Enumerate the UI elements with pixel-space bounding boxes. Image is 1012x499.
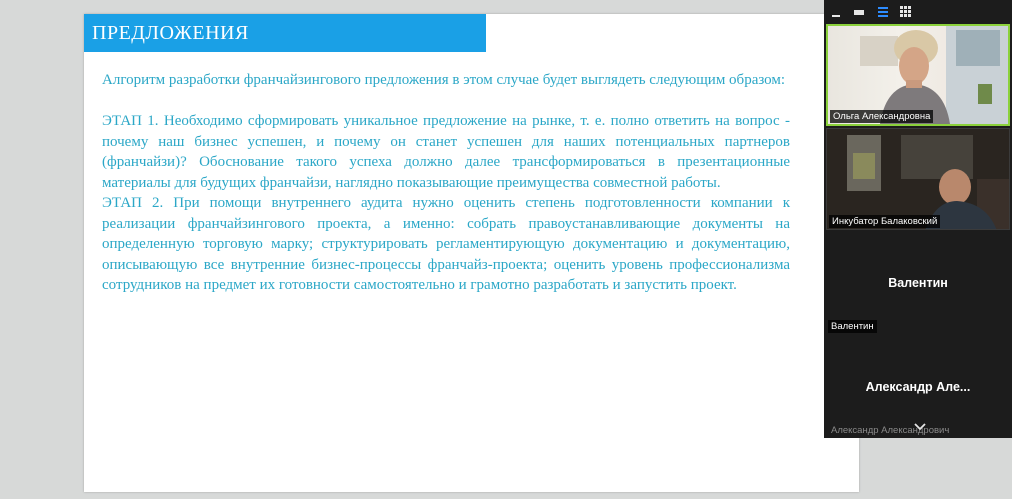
chevron-down-icon[interactable]	[914, 422, 926, 432]
participant-tile-olga[interactable]	[826, 24, 1010, 126]
slide-paragraph-stage-2: ЭТАП 2. При помощи внутреннего аудита нужно оценить степень подготовленности компании к реализации франчайзингового проекта, а именно: собрать правоустанавливающие документы на определенную торговую марку; структурировать регламентирующую документацию и документацию, описывающую все внутренние бизнес-процессы франчайз-проекта; оценить уровень профессионализма сотрудников на предмет их готовности самостоятельно и грамотно разработать и запустить проект.	[102, 195, 790, 293]
speaker-view-icon[interactable]	[876, 5, 890, 19]
participant-tile-alexander[interactable]	[826, 336, 1010, 438]
participants-panel	[824, 0, 1012, 438]
minimize-icon[interactable]	[829, 5, 843, 19]
participant-center-label-valentin: Валентин	[888, 276, 948, 290]
single-view-icon[interactable]	[852, 5, 866, 19]
gallery-view-icon[interactable]	[899, 5, 913, 19]
slide-title-bar	[84, 14, 486, 52]
slide-body	[102, 70, 790, 296]
participant-tile-incubator[interactable]	[826, 128, 1010, 230]
participant-tile-valentin[interactable]	[826, 232, 1010, 334]
slide-title: ПРЕДЛОЖЕНИЯ	[92, 22, 249, 44]
video-panel-toolbar	[824, 0, 1012, 24]
participant-name-alexander: Александр Александрович	[831, 425, 950, 436]
participant-name-olga: Ольга Александровна	[830, 110, 933, 123]
shared-screen-slide	[84, 14, 859, 492]
participant-name-valentin: Валентин	[828, 320, 877, 333]
slide-paragraph-intro: Алгоритм разработки франчайзингового предложения в этом случае будет выглядеть следующим образом:	[102, 72, 786, 88]
slide-paragraph-stage-1: ЭТАП 1. Необходимо сформировать уникальное предложение на рынке, т. е. полно ответить на вопрос - почему наш бизнес успешен, и почему он станет успешен для наших потенциальных партнеров (франчайзи)? Обоснование такого успеха должно далее трансформироваться в презентационные материалы для будущих франчайзи, наглядно показывающие преимущества совместной работы.	[102, 113, 790, 191]
participant-name-incubator: Инкубатор Балаковский	[829, 215, 940, 228]
participant-center-label-alexander: Александр Але...	[865, 380, 971, 394]
